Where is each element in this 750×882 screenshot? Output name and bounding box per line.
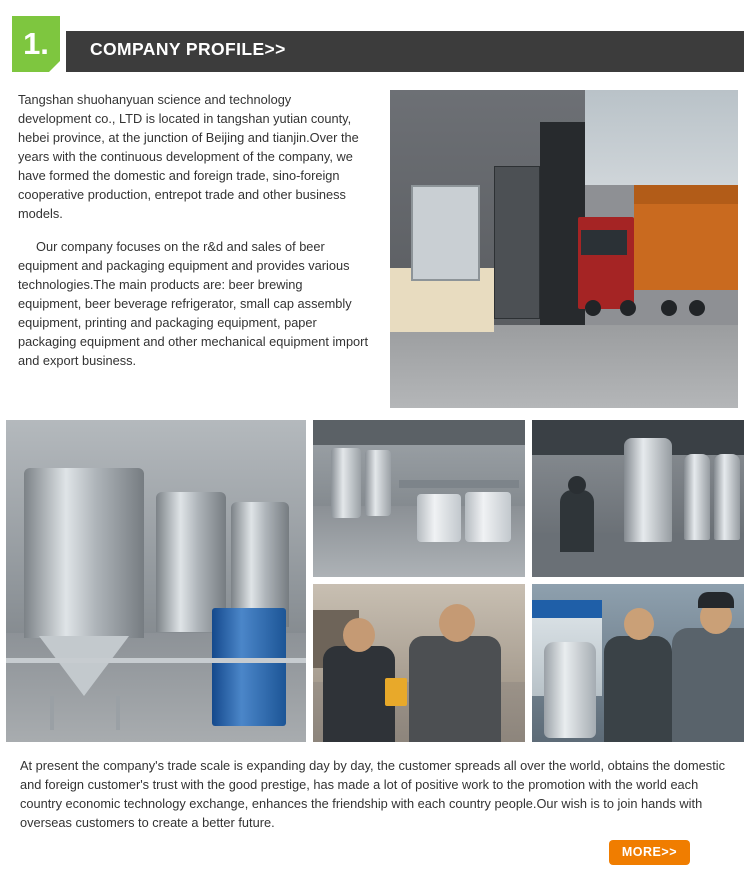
photo-person-right (672, 628, 744, 742)
photo-tank-leg (50, 696, 54, 730)
gallery-right-column (532, 420, 744, 742)
photo-brew-tank (684, 454, 710, 540)
company-profile-text (6, 90, 374, 384)
page-title: COMPANY PROFILE>> (90, 39, 286, 59)
photo-person-left-head (343, 618, 375, 652)
photo-brew-tank (624, 438, 672, 542)
closing-statement: At present the company's trade scale is expanding day by day, the customer spreads all over the world, obtains the domestic and foreign customer's trust with the good prestige, has made a lot of positive work to the promotion with the world each country economic technology exchange, enhances the friendship with each country people.Our wish is to join hands with overseas customers to create a better future. (20, 758, 725, 830)
photo-tank-cone (39, 636, 129, 696)
photo-person-right (409, 636, 501, 742)
photo-window (411, 185, 481, 280)
profile-paragraph-2: Our company focuses on the r&d and sales of beer equipment and packaging equipment and provides various technologies.The main products are: beer brewing equipment, beer beverage refrigerator, small cap assembly equipment, printing and packaging equipment, paper packaging equipment and other mechanical equipment import and export business. (18, 239, 368, 368)
photo-tank (365, 450, 391, 516)
photo-pipe (6, 658, 306, 663)
photo-open-vessel (465, 492, 511, 542)
company-profile-block (6, 90, 744, 408)
photo-person-right-hat (698, 592, 734, 608)
photo-blue-barrel (212, 608, 286, 726)
photo-tank-leg (116, 696, 120, 730)
factory-warehouse-photo (390, 90, 738, 408)
gallery-photo-brewhouse-equipment[interactable] (532, 420, 744, 577)
photo-truck-wheel (585, 300, 601, 316)
gallery-photo-keg-demo[interactable] (532, 584, 744, 742)
gallery-photo-fermentation-tanks[interactable] (6, 420, 306, 742)
photo-door (494, 166, 539, 319)
section-number-badge: 1. (12, 16, 60, 72)
photo-beer-glass (385, 678, 407, 706)
photo-worker-head (568, 476, 586, 494)
photo-truck-wheel (620, 300, 636, 316)
photo-shelf (399, 480, 519, 488)
photo-ceiling (313, 420, 525, 445)
photo-keg (544, 642, 596, 738)
photo-trailer-wheel (689, 300, 705, 316)
section-header (6, 10, 744, 72)
photo-person-right-head (439, 604, 475, 642)
photo-brew-tank (714, 454, 740, 540)
photo-person-center (604, 636, 672, 742)
photo-container-top (634, 185, 738, 204)
photo-person-center-head (624, 608, 654, 640)
photo-ground (390, 325, 738, 408)
photo-worker (560, 490, 594, 552)
gallery-middle-column (313, 420, 525, 742)
more-button-bottom[interactable]: MORE>> (609, 840, 690, 865)
photo-tank (331, 448, 361, 518)
photo-open-vessel (417, 494, 461, 542)
photo-truck-window (581, 230, 626, 255)
photo-trailer-wheel (661, 300, 677, 316)
gallery-photo-tank-storage-room[interactable] (313, 420, 525, 577)
more-button-row-bottom (0, 840, 690, 865)
gallery-photo-customers-tasting[interactable] (313, 584, 525, 742)
profile-paragraph-1: Tangshan shuohanyuan science and technology development co., LTD is located in tangshan yutian county, hebei province, at the junction of Beijing and tianjin.Over the years with the continuous development of the company, we have formed the domestic and foreign trade, sino-foreign cooperative production, entrepot trade and other business models. (18, 92, 359, 221)
product-photo-gallery (6, 420, 744, 742)
photo-cooler-header (532, 600, 602, 618)
photo-tank-large (24, 468, 144, 638)
